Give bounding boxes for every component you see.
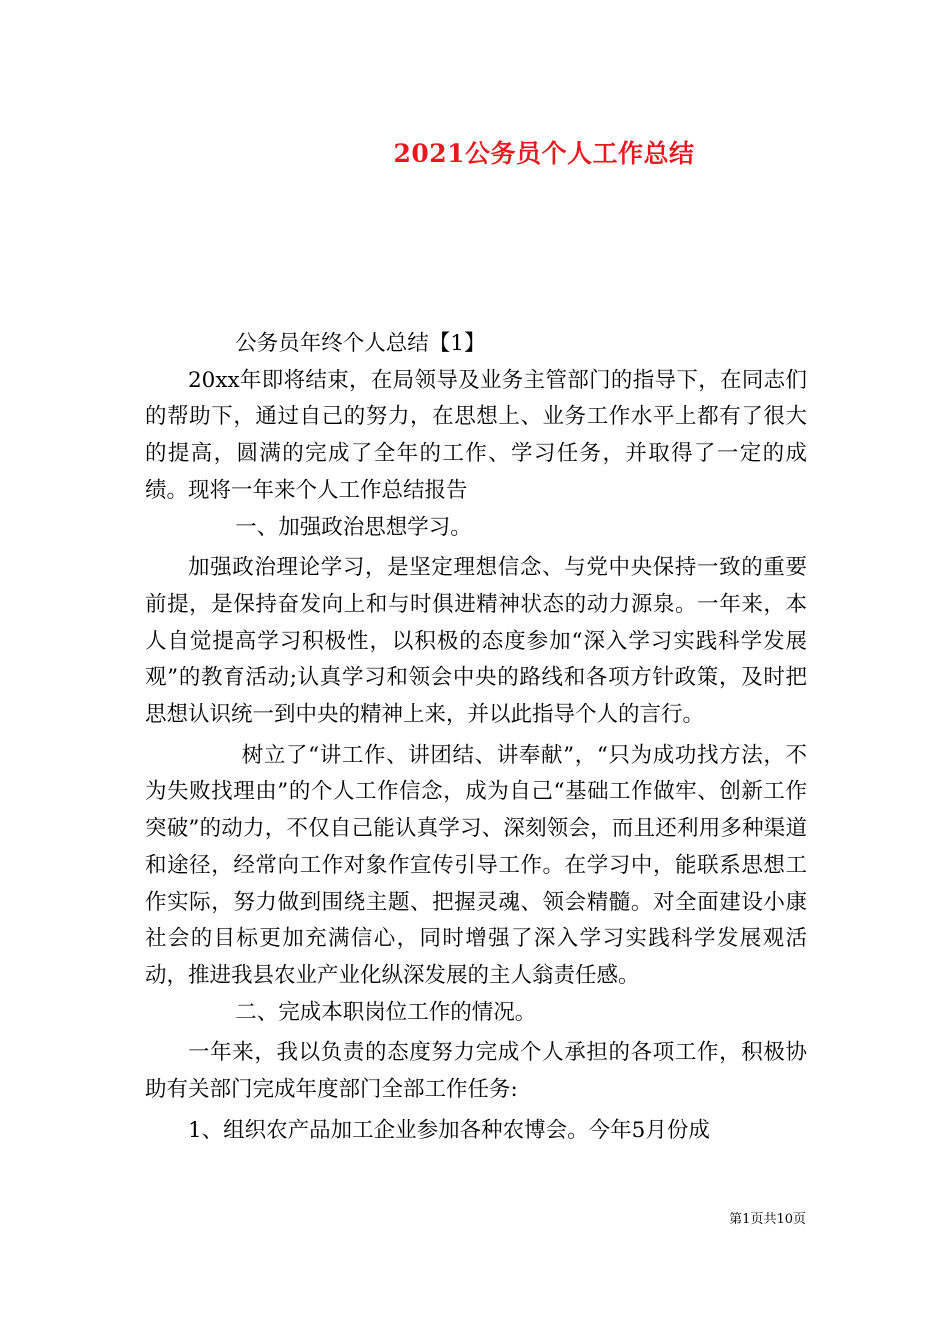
paragraph-work-beliefs: 树立了“讲工作、讲团结、讲奉献”，“只为成功找方法，不为失败找理由”的个人工作信念，成为自己“基础工作做牢、创新工作突破”的动力，不仅自己能认真学习、深刻领会，而且还利用多种渠道和途径，经常向工作对象作宣传引导工作。在学习中，能联系思想工作实际，努力做到围绕主题、把握灵魂、领会精髓。对全面建设小康社会的目标更加充满信心，同时增强了深入学习实践科学发展观活动，推进我县农业产业化纵深发展的主人翁责任感。 <box>145 742 807 988</box>
paragraph-item-1: 1、组织农产品加工企业参加各种农博会。今年5月份成 <box>188 1117 710 1143</box>
document-title: 2021公务员个人工作总结 <box>393 139 695 168</box>
section-heading-job-duties: 二、完成本职岗位工作的情况。 <box>235 999 537 1025</box>
section-heading-political-study: 一、加强政治思想学习。 <box>235 514 472 540</box>
section-heading-summary: 公务员年终个人总结【1】 <box>235 331 486 356</box>
document-body <box>145 326 807 1149</box>
paragraph-intro: 20xx年即将结束，在局领导及业务主管部门的指导下，在同志们的帮助下，通过自己的努力，在思想上、业务工作水平上都有了很大的提高，圆满的完成了全年的工作、学习任务，并取得了一定的成绩。现将一年来个人工作总结报告 <box>145 367 807 503</box>
paragraph-political-theory: 加强政治理论学习，是坚定理想信念、与党中央保持一致的重要前提，是保持奋发向上和与时俱进精神状态的动力源泉。一年来，本人自觉提高学习积极性，以积极的态度参加“深入学习实践科学发展观”的教育活动;认真学习和领会中央的路线和各项方针政策，及时把思想认识统一到中央的精神上来，并以此指导个人的言行。 <box>145 555 807 728</box>
paragraph-year-work: 一年来，我以负责的态度努力完成个人承担的各项工作，积极协助有关部门完成年度部门全部工作任务: <box>145 1040 807 1103</box>
page-number-footer: 第1页共10页 <box>729 1212 806 1227</box>
